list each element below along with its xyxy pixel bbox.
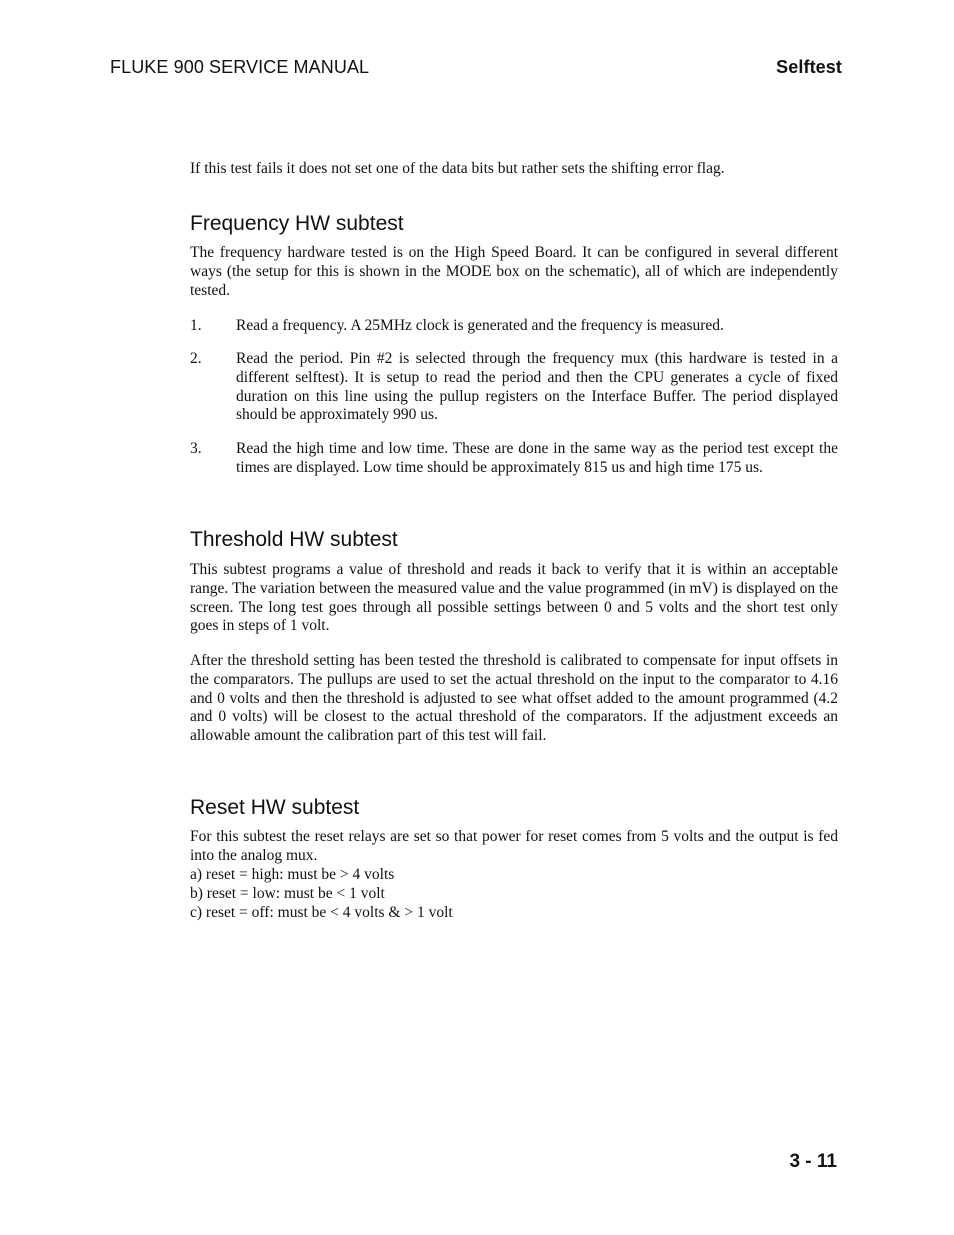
running-header-title: FLUKE 900 SERVICE MANUAL xyxy=(110,57,370,77)
frequency-paragraph: The frequency hardware tested is on the High Speed Board. It can be configured in several different ways (the setup for this is shown in the MODE box on the schematic), all of which are independently tested. xyxy=(190,244,838,299)
threshold-heading: Threshold HW subtest xyxy=(190,528,398,551)
reset-paragraph: For this subtest the reset relays are set so that power for reset comes from 5 volts and the output is fed into the analog mux. xyxy=(190,828,838,864)
list-item-text: Read a frequency. A 25MHz clock is generated and the frequency is measured. xyxy=(236,317,724,334)
running-header-section: Selftest xyxy=(776,57,842,77)
page-number: 3 - 11 xyxy=(789,1151,837,1172)
reset-condition-line: c) reset = off: must be < 4 volts & > 1 volt xyxy=(190,904,453,921)
reset-heading: Reset HW subtest xyxy=(190,796,360,819)
list-item-number: 1. xyxy=(190,317,202,334)
list-item xyxy=(190,440,838,478)
threshold-paragraph-1: This subtest programs a value of threshold and reads it back to verify that it is within an acceptable range. The variation between the measured value and the value programmed (in mV) is displayed on the screen. The long test goes through all possible settings between 0 and 5 volts and the short test only goes in steps of 1 volt. xyxy=(190,561,838,635)
intro-paragraph: If this test fails it does not set one of the data bits but rather sets the shifting error flag. xyxy=(190,160,725,177)
list-item-number: 2. xyxy=(190,350,202,367)
reset-condition-line: a) reset = high: must be > 4 volts xyxy=(190,866,395,883)
list-item-text: Read the high time and low time. These are done in the same way as the period test except the times are displayed. Low time should be approximately 815 us and high time 175 us. xyxy=(236,440,838,476)
list-item xyxy=(190,350,838,425)
reset-condition-line: b) reset = low: must be < 1 volt xyxy=(190,885,385,902)
list-item-number: 3. xyxy=(190,440,202,457)
threshold-paragraph-2: After the threshold setting has been tested the threshold is calibrated to compensate for input offsets in the comparators. The pullups are used to set the actual threshold on the input to the comparator to 4.16 and 0 volts and then the threshold is adjusted to see what offset added to the amount programmed (4.2 and 0 volts) will be closest to the actual threshold of the comparators. If the adjustment exceeds an allowable amount the calibration part of this test will fail. xyxy=(190,652,838,745)
frequency-heading: Frequency HW subtest xyxy=(190,212,404,235)
list-item xyxy=(190,317,838,336)
list-item-text: Read the period. Pin #2 is selected through the frequency mux (this hardware is tested in a different selftest). It is setup to read the period and then the CPU generates a cycle of fixed duration on this line using the pullup registers on the Interface Buffer. The period displayed should be approximately 990 us. xyxy=(236,350,838,424)
